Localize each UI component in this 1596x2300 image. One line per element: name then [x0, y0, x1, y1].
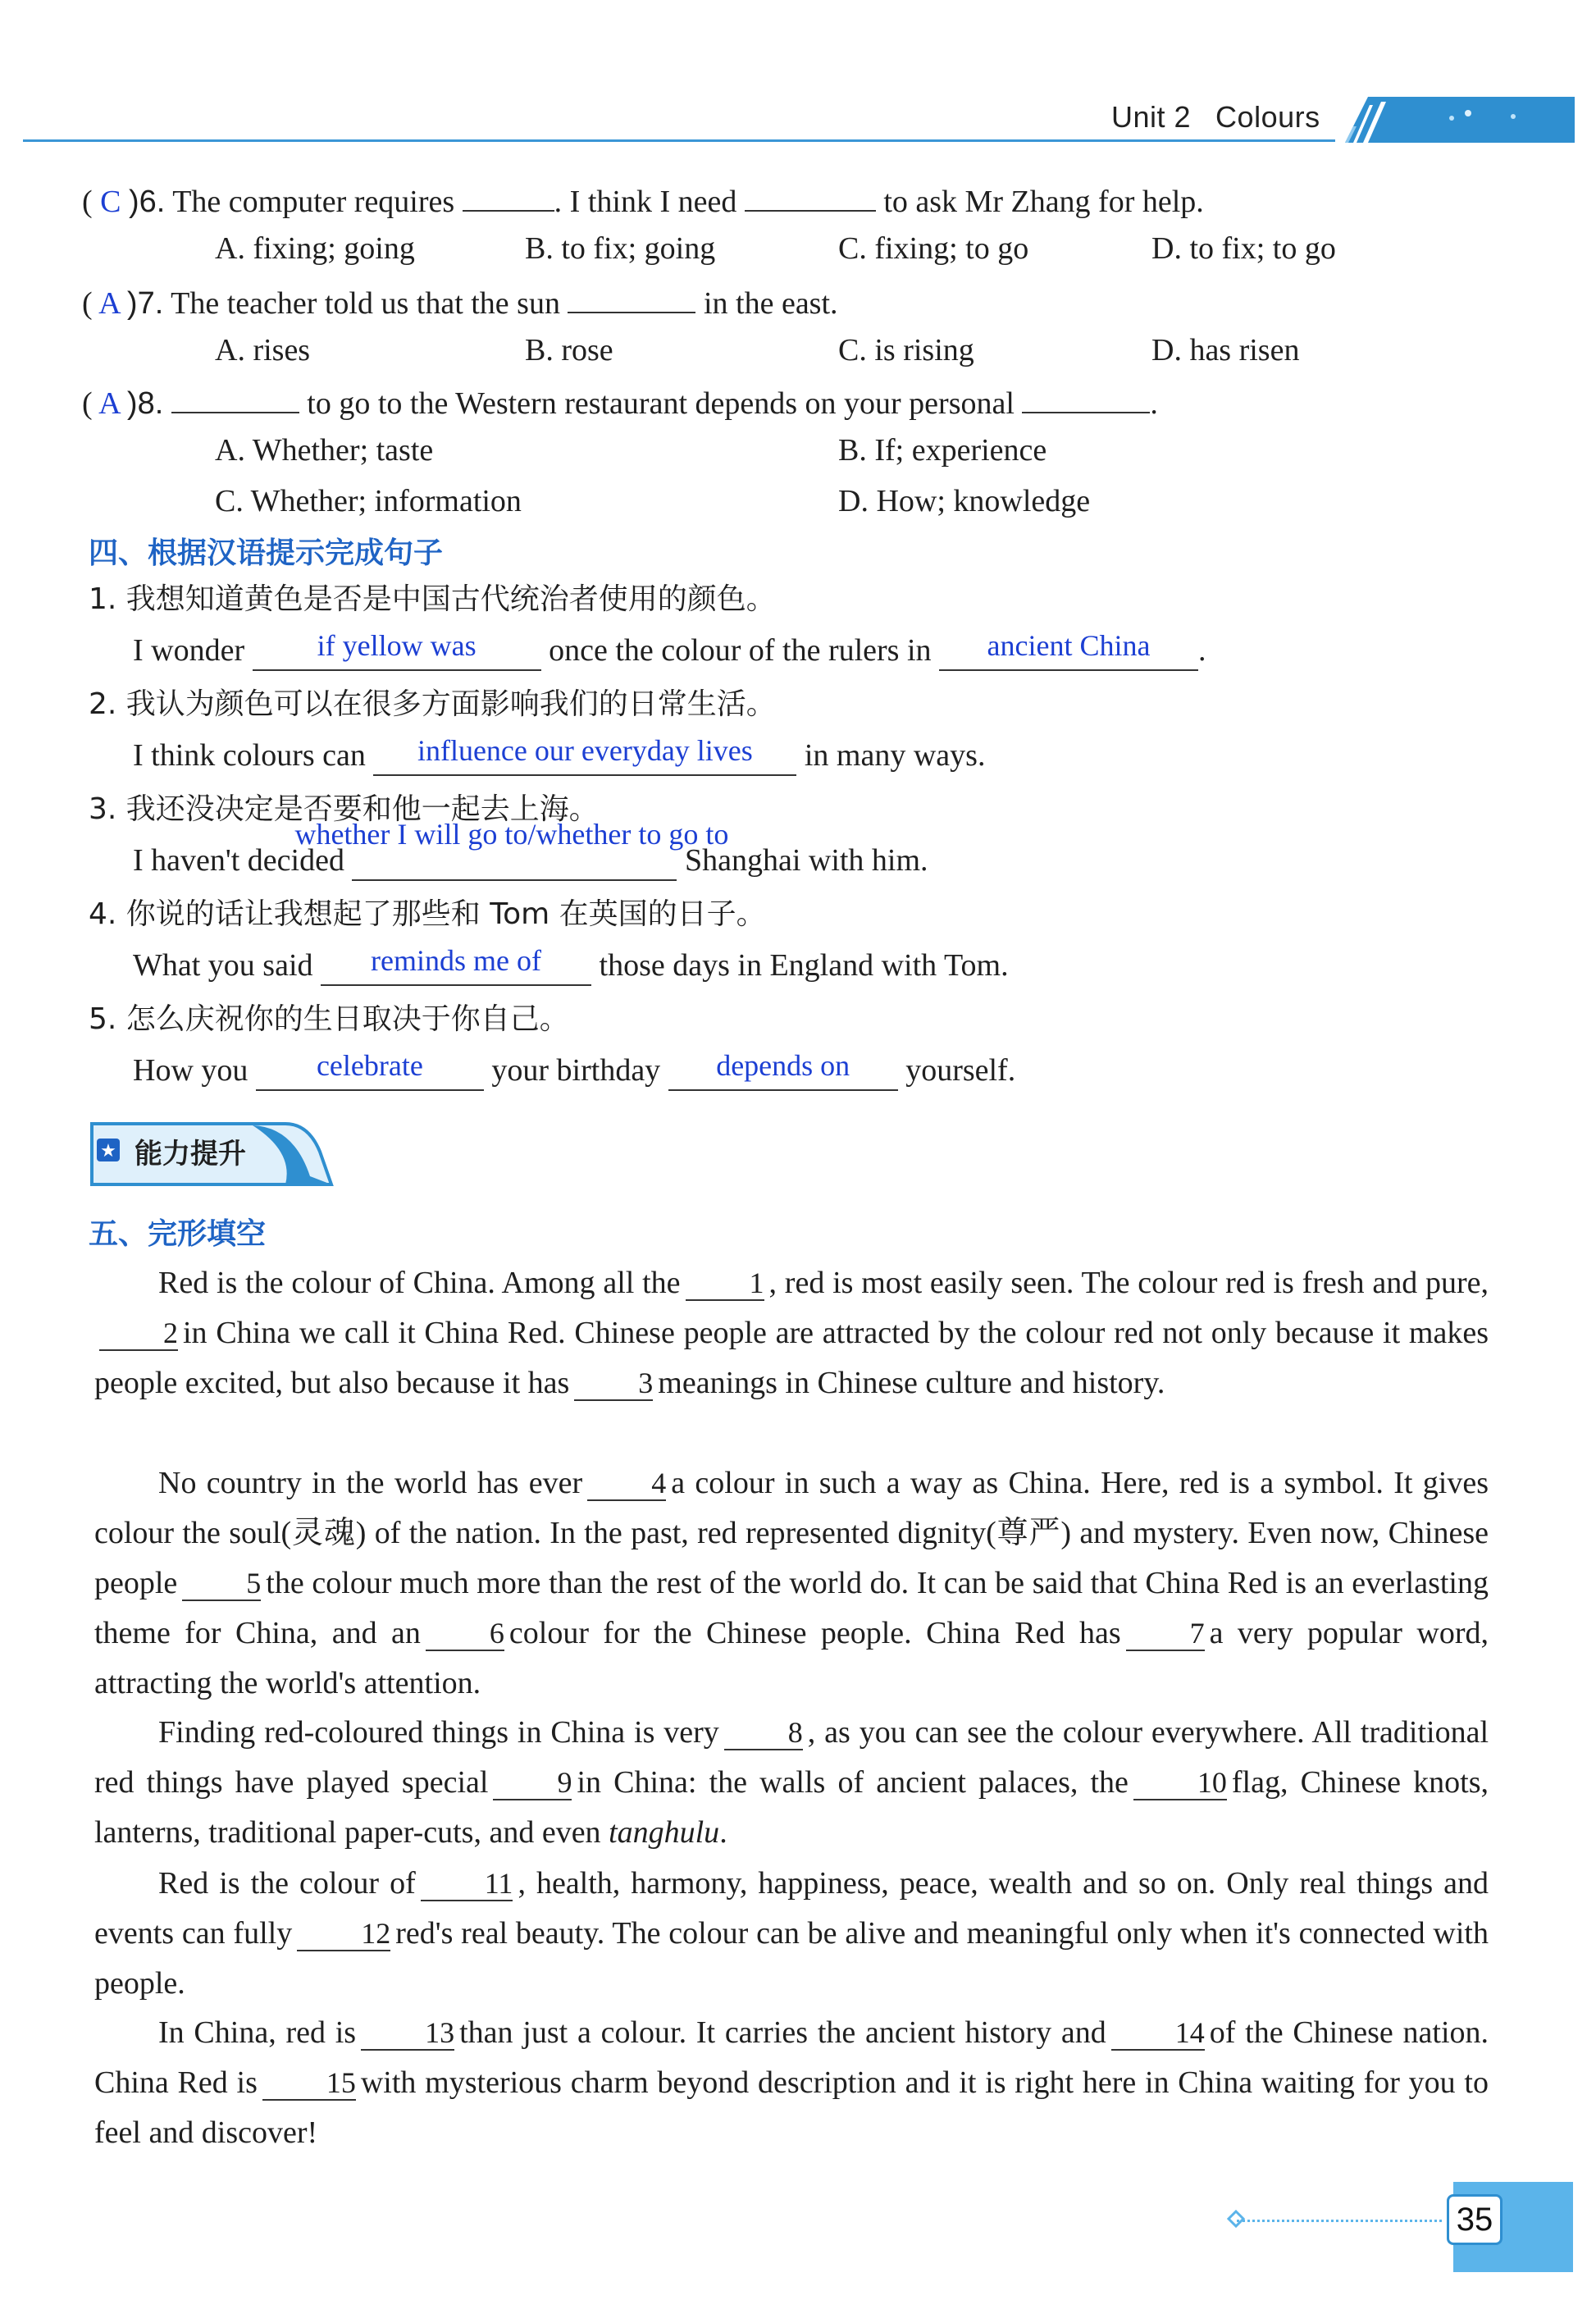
- passage-text: flag, Chinese knots, lanterns, traditional paper-cuts, and even: [94, 1765, 1489, 1850]
- cloze-blank-9: 9: [493, 1766, 572, 1800]
- sentence-text: I wonder: [133, 633, 245, 668]
- svg-text:★: ★: [100, 1141, 116, 1161]
- passage-text: Red is the colour of: [158, 1866, 416, 1901]
- passage-text: of the Chinese nation. China Red is: [94, 2015, 1489, 2100]
- header-decoration: [1345, 97, 1575, 143]
- q6-option-a: A. fixing; going: [215, 231, 415, 266]
- q6-option-c: C. fixing; to go: [838, 231, 1029, 266]
- cloze-blank-14: 14: [1111, 2016, 1205, 2051]
- s4-item-5-en: [133, 1049, 1016, 1091]
- s4-item-1-zh: 1. 我想知道黄色是否是中国古代统治者使用的颜色。: [89, 582, 776, 616]
- unit-label: Unit 2: [1111, 100, 1192, 134]
- blank: [745, 179, 876, 212]
- blank: [171, 381, 299, 413]
- answer-blank: [373, 734, 796, 776]
- header-title: [1111, 100, 1320, 135]
- s4-item-3-zh: 3. 我还没决定是否要和他一起去上海。: [89, 792, 599, 826]
- question-6: ( C )6. The computer requires . I think I need to ask Mr Zhang for help.: [82, 179, 1204, 221]
- question-7: ( A )7. The teacher told us that the sun in the east.: [82, 281, 838, 322]
- s4-item-5-zh: 5. 怎么庆祝你的生日取决于你自己。: [89, 1002, 569, 1036]
- question-text: to ask Mr Zhang for help.: [883, 185, 1204, 219]
- answer-6: C: [100, 185, 121, 219]
- question-text: .: [1150, 386, 1158, 421]
- answer-blank: [668, 1049, 898, 1091]
- passage-text: Finding red-coloured things in China is very: [158, 1715, 719, 1750]
- s4-item-1-en: [133, 629, 1206, 671]
- s4-item-2-zh: 2. 我认为颜色可以在很多方面影响我们的日常生活。: [89, 687, 776, 721]
- q6-option-b: B. to fix; going: [525, 231, 716, 266]
- answer-blank: [253, 629, 541, 671]
- answer-blank: [294, 818, 729, 881]
- cloze-blank-10: 10: [1133, 1766, 1227, 1800]
- answer-text: if yellow was: [317, 629, 477, 662]
- sentence-text: I haven't decided: [133, 843, 344, 878]
- passage-text: meanings in Chinese culture and history.: [658, 1366, 1165, 1400]
- answer-text: influence our everyday lives: [417, 734, 753, 767]
- q8-option-b: B. If; experience: [838, 433, 1047, 468]
- header-rule: [23, 139, 1335, 142]
- sentence-text: yourself.: [905, 1053, 1016, 1088]
- section-5-title: 五、完形填空: [89, 1217, 267, 1251]
- answer-text: ancient China: [987, 629, 1151, 662]
- cloze-blank-13: 13: [361, 2016, 454, 2051]
- passage-text: the colour much more than the rest of the world do. It can be said that China Red is an everlasting theme for China, and an: [94, 1566, 1489, 1650]
- sentence-text: those days in England with Tom.: [599, 948, 1009, 983]
- question-text: in the east.: [703, 286, 838, 321]
- cloze-blank-8: 8: [724, 1716, 803, 1750]
- blank: [1022, 381, 1150, 413]
- answer-7: A: [98, 286, 120, 321]
- question-number: )6.: [129, 185, 166, 219]
- unit-title: Colours: [1215, 100, 1320, 134]
- passage-paragraph-4: [94, 1859, 1489, 2009]
- question-text: The teacher told us that the sun: [171, 286, 560, 321]
- passage-text: a colour in such a way as China. Here, red is a symbol. It gives colour the soul(灵魂) of the nation. In the past, red represented dignity(尊严) and mystery. Even now, Chinese people: [94, 1466, 1489, 1600]
- passage-text: Red is the colour of China. Among all the: [158, 1266, 681, 1300]
- q7-option-c: C. is rising: [838, 333, 974, 367]
- tanghulu-term: tanghulu: [609, 1815, 720, 1850]
- section-4-title: 四、根据汉语提示完成句子: [89, 536, 444, 570]
- answer-blank: [256, 1049, 484, 1091]
- answer-text: depends on: [716, 1049, 850, 1082]
- question-text: The computer requires: [172, 185, 455, 219]
- sentence-text: What you said: [133, 948, 313, 983]
- sentence-text: once the colour of the rulers in: [549, 633, 932, 668]
- passage-paragraph-3: [94, 1708, 1489, 1858]
- question-number: )7.: [126, 286, 164, 321]
- s4-item-4-zh: 4. 你说的话让我想起了那些和 Tom 在英国的日子。: [89, 897, 766, 931]
- answer-blank: [321, 944, 591, 986]
- passage-text: in China we call it China Red. Chinese people are attracted by the colour red not only because it makes people excited, but also because it has: [94, 1316, 1489, 1400]
- diamond-icon: [1227, 2210, 1245, 2228]
- passage-paragraph-1: [94, 1258, 1489, 1408]
- s4-item-4-en: [133, 944, 1009, 986]
- page-number: 35: [1447, 2194, 1503, 2245]
- cloze-blank-12: 12: [297, 1917, 390, 1951]
- cloze-blank-5: 5: [182, 1567, 261, 1601]
- question-text: to go to the Western restaurant depends on your personal: [307, 386, 1015, 421]
- answer-8: A: [98, 386, 120, 421]
- cloze-blank-7: 7: [1126, 1617, 1205, 1651]
- passage-text: , as you can see the colour everywhere. All traditional red things have played special: [94, 1715, 1489, 1800]
- passage-text: In China, red is: [158, 2015, 357, 2050]
- sentence-text: in many ways.: [804, 738, 986, 773]
- passage-text: No country in the world has ever: [158, 1466, 583, 1500]
- passage-text: colour for the Chinese people. China Red has: [508, 1616, 1121, 1650]
- sentence-text: your birthday: [491, 1053, 661, 1088]
- answer-text: celebrate: [316, 1049, 423, 1082]
- q8-option-c: C. Whether; information: [215, 484, 522, 518]
- cloze-blank-6: 6: [426, 1617, 504, 1651]
- q8-option-a: A. Whether; taste: [215, 433, 434, 468]
- s4-item-2-en: [133, 734, 986, 776]
- passage-text: , health, harmony, happiness, peace, wealth and so on. Only real things and events can fully: [94, 1866, 1489, 1951]
- q7-option-d: D. has risen: [1151, 333, 1300, 367]
- ability-badge-label: 能力提升: [135, 1138, 246, 1171]
- cloze-blank-1: 1: [686, 1266, 764, 1301]
- answer-text: whether I will go to/whether to go to: [294, 818, 729, 851]
- cloze-blank-3: 3: [574, 1367, 653, 1401]
- q7-option-b: B. rose: [525, 333, 613, 367]
- q7-option-a: A. rises: [215, 333, 311, 367]
- q6-option-d: D. to fix; to go: [1151, 231, 1336, 266]
- sentence-text: I think colours can: [133, 738, 366, 773]
- passage-paragraph-5: [94, 2008, 1489, 2158]
- q8-option-d: D. How; knowledge: [838, 484, 1091, 518]
- sentence-text: Shanghai with him.: [684, 843, 928, 878]
- passage-text: red's real beauty. The colour can be alive and meaningful only when it's connected with people.: [94, 1916, 1489, 2001]
- question-number: )8.: [126, 386, 164, 421]
- blank: [463, 179, 554, 212]
- question-text: . I think I need: [554, 185, 737, 219]
- answer-text: reminds me of: [371, 944, 541, 977]
- cloze-blank-2: 2: [99, 1317, 178, 1351]
- sentence-text: How you: [133, 1053, 249, 1088]
- footer-dotted-line: [1237, 2215, 1442, 2222]
- passage-text: .: [719, 1815, 727, 1850]
- sentence-text: .: [1198, 633, 1206, 668]
- cloze-blank-15: 15: [262, 2066, 356, 2101]
- blank: [568, 281, 695, 313]
- passage-text: in China: the walls of ancient palaces, the: [577, 1765, 1129, 1800]
- passage-text: with mysterious charm beyond description and it is right here in China waiting for you to feel and discover!: [94, 2065, 1489, 2150]
- answer-blank: [939, 629, 1198, 671]
- passage-text: than just a colour. It carries the ancient history and: [459, 2015, 1106, 2050]
- passage-text: , red is most easily seen. The colour red is fresh and pure,: [768, 1266, 1489, 1300]
- cloze-blank-11: 11: [421, 1867, 513, 1901]
- s4-item-3-en: [133, 818, 928, 881]
- passage-paragraph-2: [94, 1458, 1489, 1709]
- question-8: ( A )8. to go to the Western restaurant depends on your personal .: [82, 381, 1158, 422]
- cloze-blank-4: 4: [587, 1467, 666, 1501]
- passage-text: a very popular word, attracting the world's attention.: [94, 1616, 1489, 1700]
